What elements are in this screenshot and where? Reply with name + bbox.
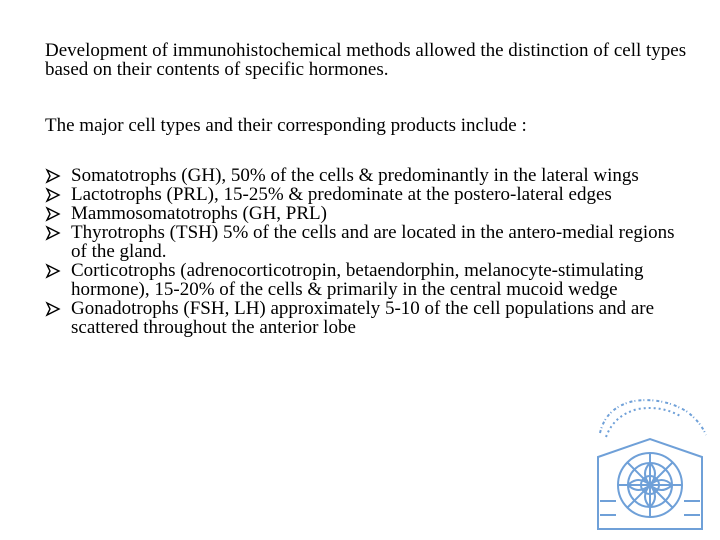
list-item <box>45 166 685 185</box>
list-item-text: Mammosomatotrophs (GH, PRL) <box>71 203 327 224</box>
arrow-bullet-icon <box>45 263 61 279</box>
cell-type-list <box>45 166 685 337</box>
arrow-bullet-icon <box>45 225 61 241</box>
list-item-text: Thyrotrophs (TSH) 5% of the cells and are located in the antero-medial regions of the gland. <box>71 222 675 262</box>
list-item <box>45 223 685 261</box>
list-item-text: Somatotrophs (GH), 50% of the cells & predominantly in the lateral wings <box>71 165 639 186</box>
list-item <box>45 204 685 223</box>
list-item <box>45 261 685 299</box>
list-item-text: Corticotrophs (adrenocorticotropin, betaendorphin, melanocyte-stimulating hormone), 15-20% of the cells & primarily in the central mucoid wedge <box>71 260 644 300</box>
arrow-bullet-icon <box>45 206 61 222</box>
list-item-text: Lactotrophs (PRL), 15-25% & predominate at the postero-lateral edges <box>71 184 612 205</box>
lead-paragraph: The major cell types and their corresponding products include : <box>45 115 527 136</box>
intro-paragraph: Development of immunohistochemical methods allowed the distinction of cell types based on their contents of specific hormones. <box>45 40 687 80</box>
arrow-bullet-icon <box>45 168 61 184</box>
list-item <box>45 299 685 337</box>
university-emblem-icon <box>586 393 714 533</box>
list-item <box>45 185 685 204</box>
arrow-bullet-icon <box>45 301 61 317</box>
list-item-text: Gonadotrophs (FSH, LH) approximately 5-10 of the cell populations and are scattered throughout the anterior lobe <box>71 298 655 338</box>
arrow-bullet-icon <box>45 187 61 203</box>
